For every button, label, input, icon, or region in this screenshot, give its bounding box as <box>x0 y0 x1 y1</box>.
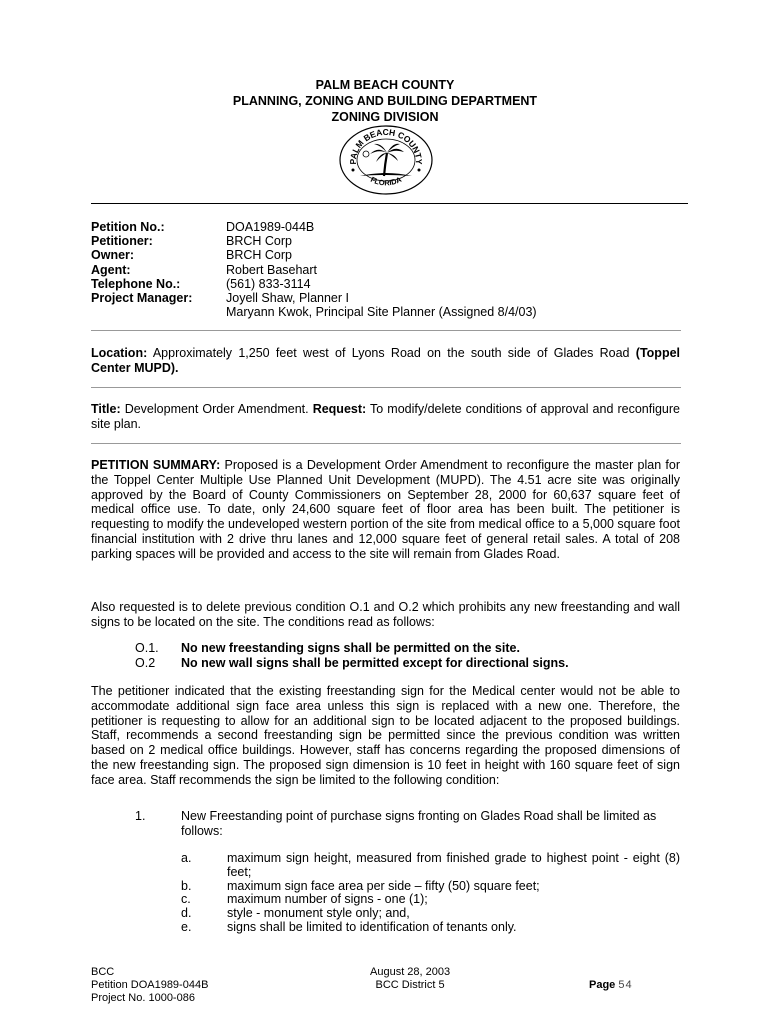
info-row <box>91 305 686 319</box>
section-divider <box>91 387 681 388</box>
info-value: Maryann Kwok, Principal Site Planner (Assigned 8/4/03) <box>226 305 537 320</box>
title-request-paragraph <box>91 402 680 432</box>
conditions-list <box>135 641 569 671</box>
summary-text: Proposed is a Development Order Amendment to reconfigure the master plan for the Toppel Center Multiple Use Planned Unit Development (MUPD). The 4.51 acre site was originally approved by the Board of County Commissioners on September 28, 2000 for 60,637 square feet of medical office use. To date, only 24,600 square feet of floor area has been built. The petitioner is requesting to modify the undeveloped western portion of the site from medical office to a 5,000 square foot financial institution with 2 drive thru lanes and 12,000 square feet of general retail sales. A total of 208 parking spaces will be provided and access to the site will remain from Glades Road. <box>91 458 681 561</box>
sub-letter: c. <box>181 892 191 907</box>
also-requested-paragraph: Also requested is to delete previous condition O.1 and O.2 which prohibits any new freestanding and wall signs to be located on the site. The conditions read as follows: <box>91 600 680 629</box>
info-row <box>91 220 686 234</box>
header-county: PALM BEACH COUNTY <box>315 78 455 92</box>
info-label: Petition No.: <box>91 220 165 234</box>
sub-text: signs shall be limited to identification of tenants only. <box>227 919 517 934</box>
sub-text: maximum sign height, measured from finished grade to highest point - eight (8) feet; <box>227 851 680 879</box>
info-row <box>91 263 686 277</box>
sub-letter: d. <box>181 906 192 921</box>
condition-number: O.2 <box>135 656 156 670</box>
recommended-condition-item <box>135 809 680 839</box>
petition-info <box>91 220 686 319</box>
page-label: Page <box>589 979 616 991</box>
county-seal-logo <box>338 124 434 196</box>
info-value: (561) 833-3114 <box>226 276 311 291</box>
header-divider <box>91 203 688 204</box>
section-divider <box>91 443 681 444</box>
condition-item <box>135 656 569 671</box>
sub-condition-item <box>181 907 680 921</box>
footer-left <box>91 966 208 1005</box>
location-label: Location: <box>91 346 148 360</box>
info-value: Joyell Shaw, Planner I <box>226 291 349 306</box>
info-value: Robert Basehart <box>226 262 318 277</box>
item-text: New Freestanding point of purchase signs fronting on Glades Road shall be limited as follows: <box>181 809 657 838</box>
location-text: Approximately 1,250 feet west of Lyons Road on the south side of Glades Road <box>147 346 636 360</box>
petitioner-paragraph: The petitioner indicated that the existing freestanding sign for the Medical center would not be able to accommodate additional sign face area unless this sign is replaced with a new one. Therefore, the petitioner is requesting to allow for an additional sign to be located adjacent to the proposed buildings. Staff, recommends a second freestanding sign be permitted since the previous condition was written based on 2 medical office buildings. However, staff has concerns regarding the proposed dimensions of the new freestanding sign. The proposed sign dimension is 10 feet in height with 160 square feet of sign face area. Staff recommends the sign be limited to the following condition: <box>91 684 680 787</box>
info-label: Petitioner: <box>91 234 153 249</box>
sub-letter: e. <box>181 919 192 934</box>
sub-condition-item <box>181 880 680 894</box>
sub-conditions-list <box>181 852 680 935</box>
footer-project: Project No. 1000-086 <box>91 992 195 1004</box>
condition-text: No new freestanding signs shall be permitted on the site. <box>181 641 520 655</box>
footer-petition: Petition DOA1989-044B <box>91 979 209 991</box>
info-label: Telephone No.: <box>91 276 181 291</box>
summary-label: PETITION SUMMARY: <box>91 458 221 472</box>
document-header <box>0 77 770 125</box>
footer-bcc: BCC <box>91 966 115 978</box>
sub-condition-item <box>181 921 680 935</box>
petition-summary-paragraph <box>91 458 680 562</box>
section-divider <box>91 330 681 331</box>
sub-letter: b. <box>181 878 192 893</box>
seal-top-text: PALM BEACH COUNTY <box>347 126 425 165</box>
condition-number: O.1. <box>135 641 159 655</box>
footer-date: August 28, 2003 <box>370 966 451 978</box>
info-label: Owner: <box>91 248 135 263</box>
footer-page <box>589 979 633 992</box>
info-row <box>91 277 686 291</box>
title-label: Title: <box>91 402 121 416</box>
footer-district: BCC District 5 <box>375 979 445 991</box>
sub-text: maximum number of signs - one (1); <box>227 892 428 907</box>
info-value: BRCH Corp <box>226 234 292 249</box>
info-label: Project Manager: <box>91 291 193 306</box>
sub-condition-item <box>181 852 680 880</box>
location-paragraph <box>91 346 680 376</box>
page-number: 54 <box>618 979 633 991</box>
title-text: Development Order Amendment. <box>120 402 313 416</box>
sub-text: maximum sign face area per side – fifty (50) square feet; <box>227 878 540 893</box>
header-department: PLANNING, ZONING AND BUILDING DEPARTMENT <box>232 94 538 108</box>
seal-bottom-text: FLORIDA <box>369 174 403 188</box>
info-row <box>91 234 686 248</box>
condition-text: No new wall signs shall be permitted except for directional signs. <box>181 656 569 670</box>
condition-item <box>135 641 569 656</box>
info-label: Agent: <box>91 262 131 277</box>
info-value: BRCH Corp <box>226 248 292 263</box>
item-number: 1. <box>135 809 146 823</box>
info-value: DOA1989-044B <box>226 220 315 234</box>
footer-center <box>370 966 450 992</box>
info-label <box>91 305 226 319</box>
sub-condition-item <box>181 893 680 907</box>
info-row <box>91 291 686 305</box>
header-division: ZONING DIVISION <box>331 110 439 124</box>
info-row <box>91 248 686 262</box>
request-text: To modify/delete conditions of approval and reconfigure site plan. <box>91 402 680 431</box>
location-project: (Toppel Center MUPD). <box>91 346 680 375</box>
sub-letter: a. <box>181 851 192 865</box>
sub-text: style - monument style only; and, <box>227 906 410 921</box>
request-label: Request: <box>312 402 367 416</box>
